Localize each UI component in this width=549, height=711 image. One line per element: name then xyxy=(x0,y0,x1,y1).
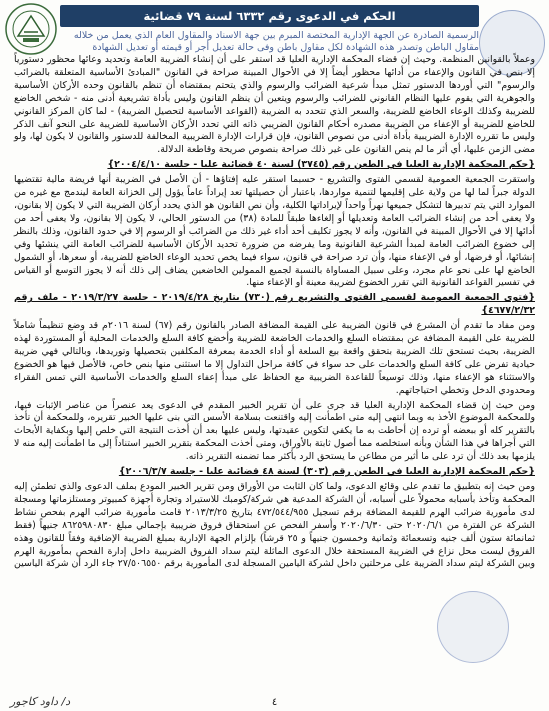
paragraph-1: وعملاً بالقوانين المنظمة. وحيث إن قضاء المحكمة الإدارية العليا قد استقر على أن إنشاء الضريبة العامة وتحديد وعائها محظور دستورياً إلا بنص في القانون والإعفاء من أدائها محظور أيضاً إلا في الأحوال المبينة صراحة في القانون "المبادئ الأساسية المتعلقة بالضرائب والرسوم" التي أوردها الدستور تمثل مبدأ شرعية الضرائب والرسوم والذي يتحتم بمقتضاه أن تنظم بالقانون وحده الأركان الأساسية والجوهرية التي يقوم عليها النظام القانوني للضرائب والرسوم ويتعين أن ينظم القانون وليس بأداة تشريعية أدنى منه - شخص الخاضع للضريبة وكذلك الوعاء الخاضع للضريبة، والسعر الذي تتحدد به الضريبة (القواعد الأساسية لتحصيل الضريبة) - لما كان المركز القانوني للخاضع للضريبة أو الإعفاء من الضريبة مصدره أحكام القانون الضريبي ذاته التي تحدد الأركان الأساسية للضريبة على النحو آنف الذكر وليس ما تقرره الإدارة الضريبية بأداة أدنى من نصوص القانون، فإن قرارات الإدارة الضريبية المخالفة للدستور والقانون لا يكون لها، ولو مضى الزمن عليها، أي أثر ما لم ينص القانون على غير ذلك صراحة بنصوص صريحة وقاطعة الدلالة. xyxy=(14,54,535,156)
document-title-bar: الحكم في الدعوى رقم ٦٣٣٢ لسنة ٧٩ قضائية xyxy=(60,5,479,27)
document-body xyxy=(14,54,535,687)
citation-2: {فتوى الجمعية العمومية لقسمي الفتوى والتشريع رقم (٧٣٠) بتاريخ ٢٠١٩/٤/٢٨ - جلسة ٢٠١٩/٣/٢٧ - ملف رقم ٤٦٧٧/٢/٣٢} xyxy=(14,292,536,317)
citation-1: {حكم المحكمة الإدارية العليا في الطعن رقم (٣٧٤٥) لسنة ٤٠ قضائية عليا - جلسة ٢٠٠٤/٤/١٠} xyxy=(107,159,535,171)
paragraph-4: ومن حيث إن قضاء المحكمة الإدارية العليا قد جرى على أن تقرير الخبير المقدم في الدعوى يعد عنصراً من عناصر الإثبات فيها، وللمحكمة الموضوع الأخذ به وبما انتهى إليه متى اطمأنت إليه واقتنعت بسلامة الأسس التي بنى عليها الخبير تقريره، وللمحكمة أن تأخذ بالتقرير كله أو ببعضه أو ترده إن أحاطت به ما يكفي لتكوين عقيدتها، وليس عليها بعد أن أخذت النتيجة التي خلص إليها وبكفاية الأبحاث التي أجراها في هذا الشأن وبأنه استخلصه مما أصول ثابتة بالأوراق، ومتى أخذت المحكمة بتقرير الخبير استناداً إلى ما اطمأنت إليه منه لا يلزمها بعد ذلك أن ترد على ما أثير من مطاعن ما يستحق الرد بأكثر مما تضمنه التقرير ذاته. xyxy=(14,399,535,463)
paragraph-2: واستقرت الجمعية العمومية لقسمي الفتوى والتشريع - حسبما استقر عليه إفتاؤها - أن الأصل في الضريبة أنها فريضة مالية تقتضيها الدولة جبراً لما لها من ولاية على إقليمها لتنمية مواردها، باعتبار أن حصيلتها تعد إيراداً عاماً يؤول إلى الخزانة العامة ليندمج مع غيره من الموارد التي يتم تدبيرها لتشكل جميعها نهراً واحداً لإيراداتها الكلية، وأن نص القانون هو الذي يحدد أركان الضريبة التي لا يكون إلا بقانون، ولا يعفى أحد من إنشاء الضرائب العامة وتعديلها أو إلغاءها طبقاً للمادة (٣٨) من الدستور الحالي، لا يكون إلا بقانون، ولا يعفى أحد من أدائها إلا في الأحوال المبينة في القانون، وأنه لا يجوز تكليف أحد أداء غير ذلك من الضرائب أو الرسوم إلا في حدود القانون، وذلك بالنظر إلى خضوع الضرائب العامة لمبدأ الشرعية القانونية وما يفرضه من ضرورة تحديد الأركان الأساسية للضرائب العامة التي ينشئها وفي إنشائها، أو فرضها، أو في الإعفاء منها، وأن ترد صراحة في قانون، سواء فيما يخص تحديد الوعاء الخاضع للضريبة، أو سعرها، أو الشمول الخاضع لها على نحو عام مجرد، وعلى سبيل المساواة بالنسبة لجميع الممولين الخاضعين يضاف إلى ذلك أنه لا يجوز التوسع أو القياس في تفسير القواعد القانونية التي تقرر الخضوع لضريبة معينة أو الإعفاء منها. xyxy=(14,174,535,289)
handwritten-signature: د/ داود كاجور xyxy=(10,695,71,708)
paragraph-3: ومن مفاد ما تقدم أن المشرع في قانون الضريبة على القيمة المضافة الصادر بالقانون رقم (٦٧) لسنة ٢٠١٦م قد وضع تنظيماً شاملاً للضريبة على القيمة المضافة عن بمقتضاه السلع والخدمات الخاضعة للضريبة وأخضع كافة السلع والخدمات المحلية أو المستوردة لهذه الضريبة، بحيث تستحق تلك الضريبة بتحقق واقعة بيع السلعة أو أداء الخدمة بمعرفة المكلفين بتحصيلها وتوريدها، وبالتالي فهي ضريبة حيادية تفرض على كافة السلع والخدمات على حد سواء في كافة مراحل التداول إلا ما استثنى منها بنص خاص، فالأصل فيها هو الخضوع والاستثناء هو الإعفاء منها، وذلك توسيعاً للقاعدة الضريبية مع الحفاظ على مبدأ إعفاء السلع والخدمات الأساسية التي تمس الفقراء ومحدودي الدخل وتخطي احتياجاتهم. xyxy=(14,320,535,396)
court-logo xyxy=(4,2,58,56)
paragraph-5: ومن حيث إنه بتطبيق ما تقدم على وقائع الدعوى، ولما كان الثابت من الأوراق ومن تقرير الخبير المودع بملف الدعوى والذي تطمئن إليه المحكمة وتأخذ بأسبابه محمولاً على أسبابه، أن الشركة المدعية هي شركة/كومبك للاستيراد وتجارة أجهزة كمبيوتر ومستلزماتها ومسجلة لدى مأمورية ضرائب الهرم للقيمة المضافة برقم تسجيل ٤٧٢/٥٤٤/٩٥٥ بتاريخ ٢٠١٣/٣/٢٥ قامت مأمورية ضرائب الهرم بفحص نشاط الشركة عن الفترة من ٢٠٢٠/٦/١ حتى ٢٠٢٠/٦/٣٠ وأسفر الفحص عن استحقاق فروق ضريبية بإجمالي مبلغ ٨٦٢٥٩٨٠٨٣٠ جنيهاً (فقط ثمانمائة ستون ألف جنيه وتسعمائة وثمانية وخمسون جنيهاً و ٢٥ قرشاً) بإلزام الجهة الإدارية بمبلغ الضريبة الإضافية وفقاً للقانون وهذه الفروق ليست محل نزاع في الضريبة المستحقة خلال الدعوى الماثلة ليتم سداد الفروق الضريبية داخل إدارة الفحص بمأمورية الهرم وبين الشركة ليتم سداد الضريبة على مرحلتين داخل لشركة اليامين المسجلة لدى المأمورية برقم ٢٧/٥٠٦٥٥٠ جاء الرد أن شركة الياسين xyxy=(14,481,536,570)
page-number: ٤ xyxy=(271,697,278,708)
citation-3: {حكم المحكمة الإدارية العليا في الطعن رقم (٣٠٣) لسنة ٤٨ قضائية عليا - جلسة ٢٠٠٦/٣/٧} xyxy=(118,466,535,478)
bottom-stamp xyxy=(437,591,509,663)
stamp-overlay-text: الرسمية الصادرة عن الجهة الإدارية المختصة المبرم بين جهة الاسناد والمقاول العام الذي يعمل من خلاله مقاول الباطن وتصدر هذه الشهادة لكل مقاول باطن وفى حالة تعديل أجر أو قيمته أو تعديل الشهادة xyxy=(73,30,479,53)
